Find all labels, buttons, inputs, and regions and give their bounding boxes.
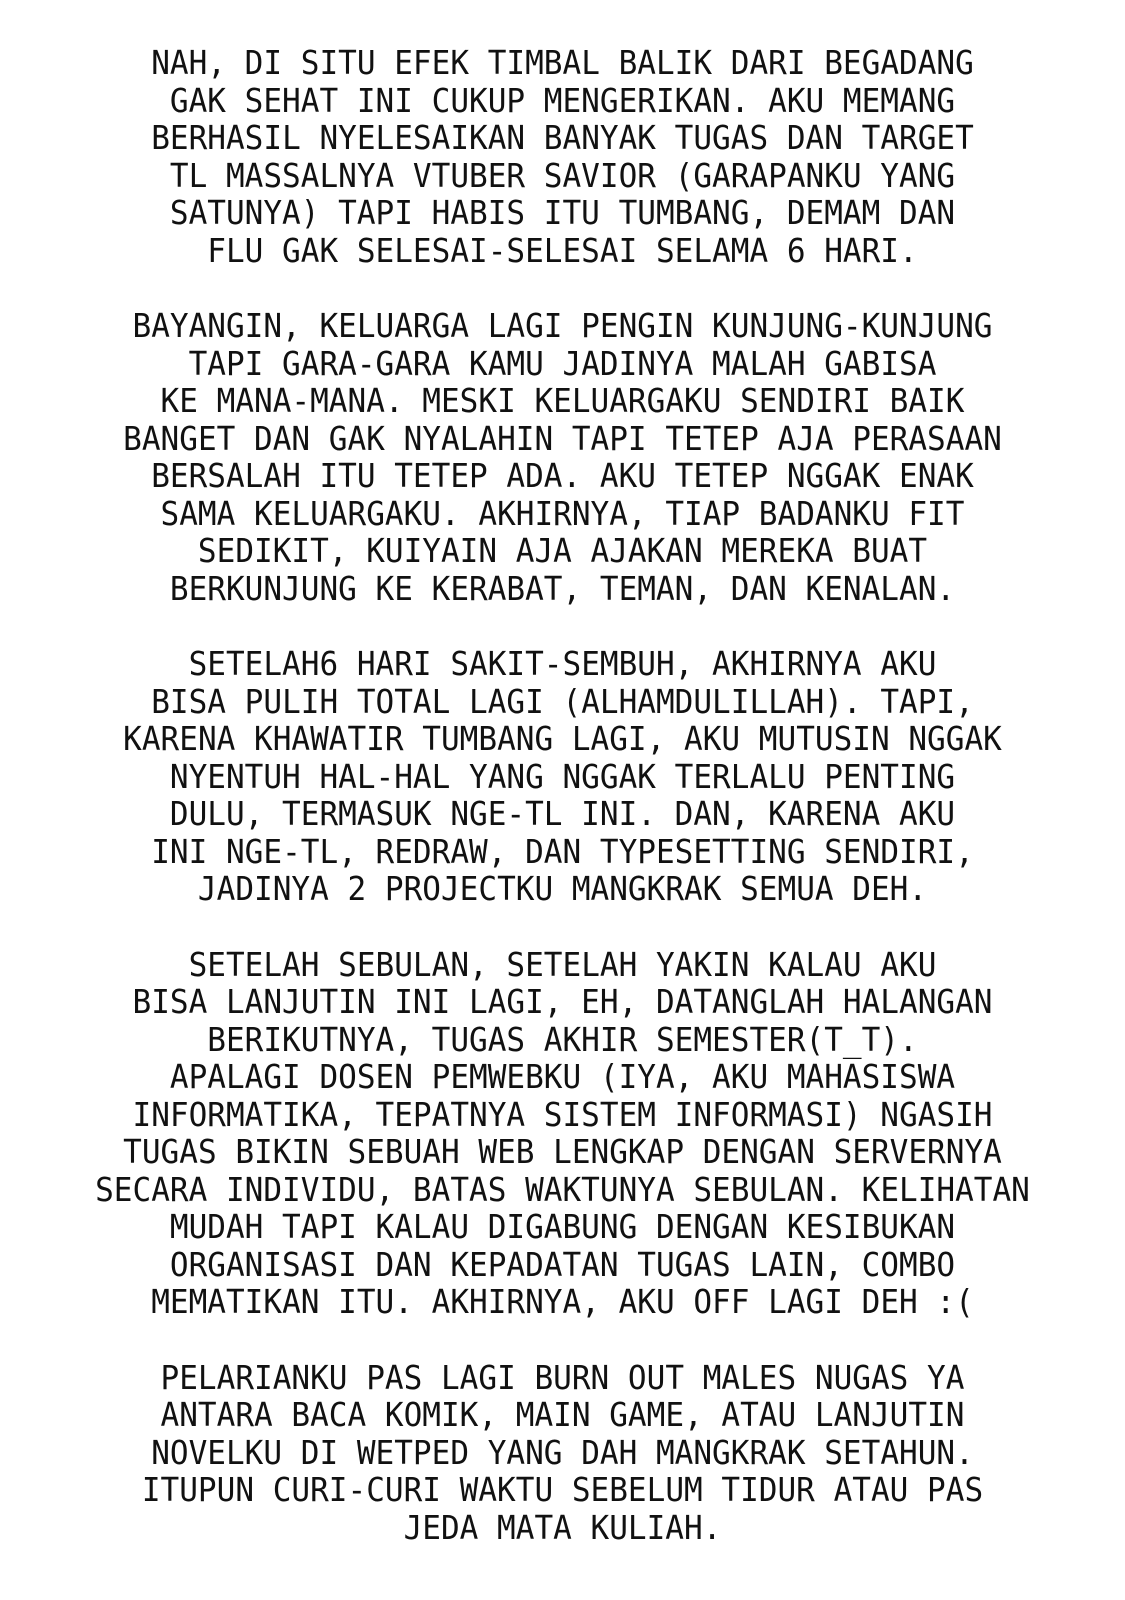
text-line: SETELAH SEBULAN, SETELAH YAKIN KALAU AKU <box>188 944 937 984</box>
text-line: BISA LANJUTIN INI LAGI, EH, DATANGLAH HALANGAN <box>132 982 993 1021</box>
text-line: BISA PULIH TOTAL LAGI (ALHAMDULILLAH). TAPI, <box>151 681 974 721</box>
text-line: SEDIKIT, KUIYAIN AJA AJAKAN MEREKA BUAT <box>197 531 928 570</box>
text-line: SECARA INDIVIDU, BATAS WAKTUNYA SEBULAN. KELIHATAN <box>95 1169 1030 1209</box>
text-line: JEDA MATA KULIAH. <box>403 1507 722 1547</box>
text-line: ORGANISASI DAN KEPADATAN TUGAS LAIN, COMBO <box>169 1244 956 1284</box>
text-line: BERHASIL NYELESAIKAN BANYAK TUGAS DAN TARGET <box>151 118 974 157</box>
text-line: PELARIANKU PAS LAGI BURN OUT MALES NUGAS YA <box>160 1357 965 1397</box>
text-line: TAPI GARA-GARA KAMU JADINYA MALAH GABISA <box>188 343 937 383</box>
paragraph-5 <box>0 1359 1125 1547</box>
paragraph-4 <box>0 946 1125 1321</box>
text-line: SAMA KELUARGAKU. AKHIRNYA, TIAP BADANKU FIT <box>160 493 965 533</box>
text-line: MEMATIKAN ITU. AKHIRNYA, AKU OFF LAGI DEH :( <box>151 1282 974 1321</box>
text-line: BERKUNJUNG KE KERABAT, TEMAN, DAN KENALAN. <box>169 568 956 608</box>
text-line: APALAGI DOSEN PEMWEBKU (IYA, AKU MAHASISWA <box>169 1057 956 1096</box>
text-line: TUGAS BIKIN SEBUAH WEB LENGKAP DENGAN SERVERNYA <box>123 1132 1002 1171</box>
text-line: BERIKUTNYA, TUGAS AKHIR SEMESTER(T_T). <box>207 1019 918 1059</box>
text-line: KE MANA-MANA. MESKI KELUARGAKU SENDIRI BAIK <box>160 381 965 420</box>
text-line: BANGET DAN GAK NYALAHIN TAPI TETEP AJA PERASAAN <box>123 418 1002 458</box>
paragraph-1 <box>0 44 1125 269</box>
text-line: GAK SEHAT INI CUKUP MENGERIKAN. AKU MEMANG <box>169 80 956 120</box>
paragraph-2 <box>0 307 1125 607</box>
text-line: BERSALAH ITU TETEP ADA. AKU TETEP NGGAK ENAK <box>151 456 974 495</box>
text-line: SATUNYA) TAPI HABIS ITU TUMBANG, DEMAM DAN <box>169 193 956 232</box>
text-line: TL MASSALNYA VTUBER SAVIOR (GARAPANKU YANG <box>169 155 956 195</box>
paragraph-3 <box>0 645 1125 908</box>
text-line: SETELAH6 HARI SAKIT-SEMBUH, AKHIRNYA AKU <box>188 644 937 683</box>
text-line: ANTARA BACA KOMIK, MAIN GAME, ATAU LANJUTIN <box>160 1395 965 1434</box>
text-line: FLU GAK SELESAI-SELESAI SELAMA 6 HARI. <box>207 230 918 270</box>
text-line: NOVELKU DI WETPED YANG DAH MANGKRAK SETAHUN. <box>151 1432 974 1472</box>
text-line: JADINYA 2 PROJECTKU MANGKRAK SEMUA DEH. <box>197 869 928 908</box>
text-line: INI NGE-TL, REDRAW, DAN TYPESETTING SENDIRI, <box>151 831 974 871</box>
text-line: ITUPUN CURI-CURI WAKTU SEBELUM TIDUR ATAU PAS <box>141 1470 984 1509</box>
text-line: KARENA KHAWATIR TUMBANG LAGI, AKU MUTUSIN NGGAK <box>123 719 1002 758</box>
text-line: INFORMATIKA, TEPATNYA SISTEM INFORMASI) NGASIH <box>132 1094 993 1134</box>
text-line: BAYANGIN, KELUARGA LAGI PENGIN KUNJUNG-KUNJUNG <box>132 306 993 345</box>
text-line: MUDAH TAPI KALAU DIGABUNG DENGAN KESIBUKAN <box>169 1207 956 1246</box>
text-line: DULU, TERMASUK NGE-TL INI. DAN, KARENA AKU <box>169 794 956 833</box>
text-line: NYENTUH HAL-HAL YANG NGGAK TERLALU PENTING <box>169 756 956 796</box>
text-line: NAH, DI SITU EFEK TIMBAL BALIK DARI BEGADANG <box>151 43 974 82</box>
